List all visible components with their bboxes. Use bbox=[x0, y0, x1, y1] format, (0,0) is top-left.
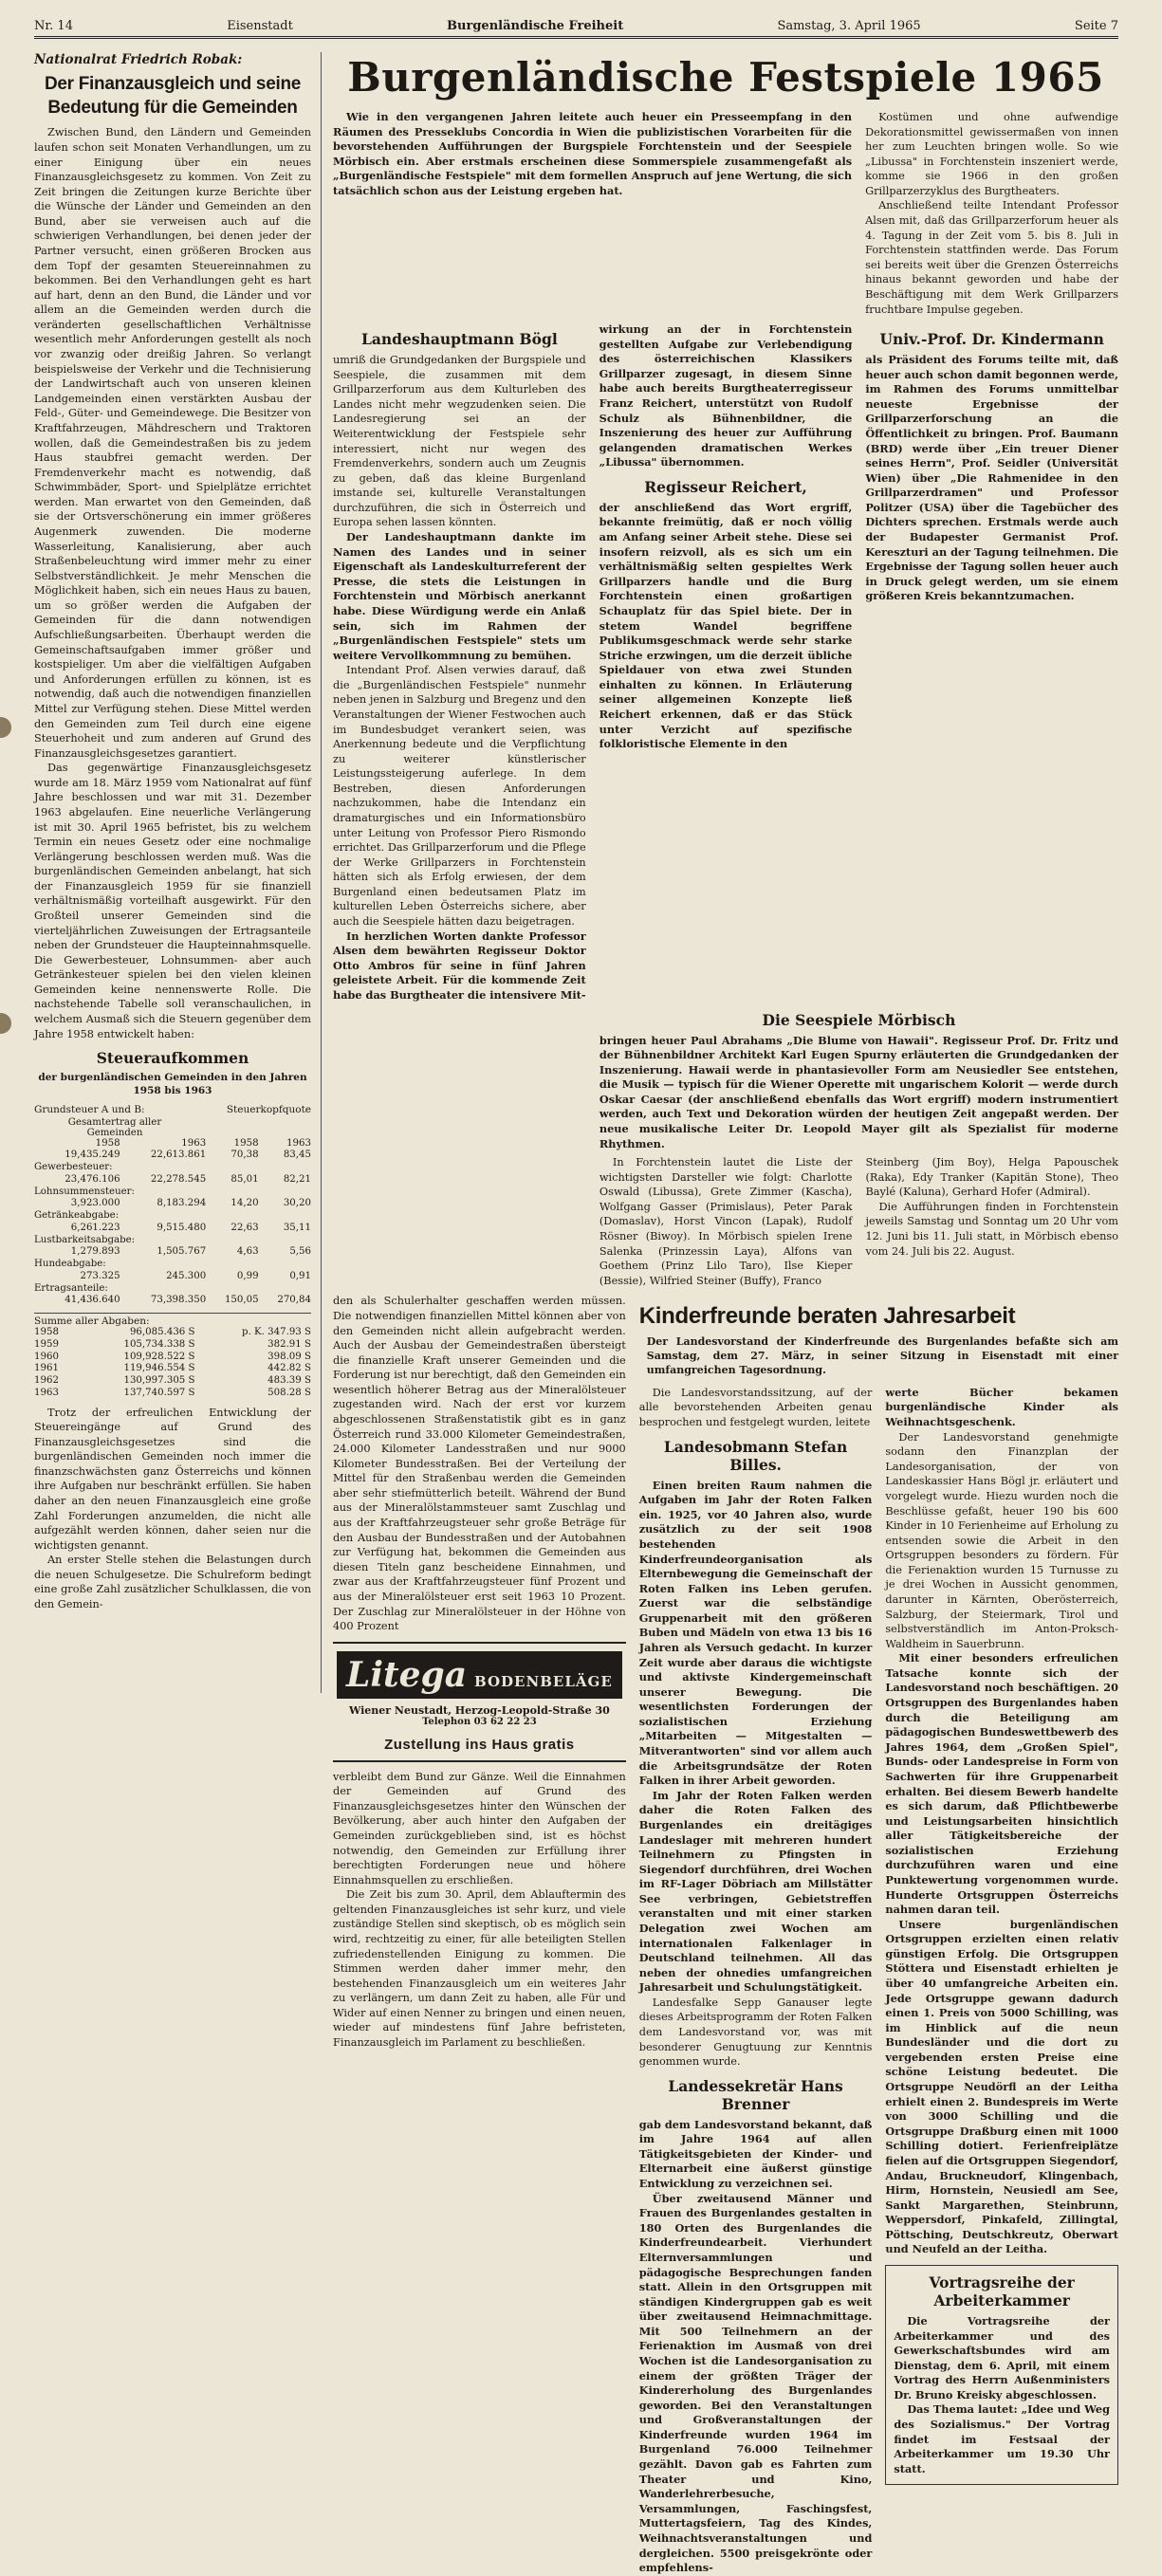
table-row-label: Ertragsanteile: bbox=[34, 1282, 108, 1294]
table-col-sub: Gesamtertrag aller Gemeinden bbox=[67, 1116, 162, 1138]
paragraph: bringen heuer Paul Abrahams „Die Blume von Hawaii". Regisseur Prof. Dr. Fritz und der Bühnenbildner Architekt Karl Eugen Spurny erläuterten die Grundgedanken der Inszenierung. Hawaii werde in phantasievoller Form am Neusiedler See entstehen, die Musik — typisch für die Wiener Operette mit ungarischem Kolorit — werde durch Oskar Caesar (der anschließend ebenfalls das Wort ergriff) modern instrumentiert werden, auch Text und Dekoration würden der heutigen Zeit angepaßt werden. Der neue musikalische Leiter Dr. Leopold Mayer gilt als Spezialist für moderne Rhythmen. bbox=[599, 1033, 1118, 1150]
table-row: 1959 105,734.338 S 382.91 S bbox=[34, 1338, 311, 1350]
paragraph: Trotz der erfreulichen Entwicklung der Steuereingänge auf Grund des Finanzausgleichsgesetzes sind die burgenländischen Gemeinden noch immer die finanzschwächsten ganz Österreichs und können ihre Aufgaben nur beschränkt erfüllen. Sie haben daher an den neuen Finanzausgleich eine große Zahl Forderungen anzumelden, die nicht alle aufgezählt werden können, daher seien nur die wichtigsten genannt. bbox=[34, 1406, 311, 1552]
paragraph: werte Bücher bekamen burgenländische Kinder als Weihnachtsgeschenk. bbox=[885, 1385, 1118, 1429]
paragraph: Das gegenwärtige Finanzausgleichsgesetz wurde am 18. März 1959 vom Nationalrat auf fünf Jahre beschlossen und war mit 31. Dezember 1963 abgelaufen. Eine neuerliche Verlängerung ist mit 30. April 1965 befristet, bis zu welchem Termin ein neues Gesetz oder eine nochmalige Verlängerung beschlossen werden muß. Was die burgenländischen Gemeinden anbelangt, hat sich der Finanzausgleich 1959 für sie finanziell verhältnismäßig vorteilhaft ausgewirkt. Für den Großteil unserer Gemeinden sind die vierteljährlichen Zuweisungen der Ertragsanteile neben der Grundsteuer die Haupteinnahmsquelle. Die Gewerbesteuer, Lohnsummen- aber auch Getränkesteuer spielen bei den vielen kleinen Gemeinden keine nennenswerte Rolle. Die nachstehende Tabelle soll veranschaulichen, in welchem Ausmaß sich die Steuern gegenüber dem Jahre 1958 entwickelt haben: bbox=[34, 762, 311, 1040]
table-header: Grundsteuer A und B: Steuerkopfquote bbox=[34, 1103, 311, 1115]
paper-name: Burgenländische Freiheit bbox=[447, 19, 624, 33]
table-year-row: 1958 1963 1958 1963 bbox=[95, 1137, 311, 1149]
paragraph: der anschließend das Wort ergriff, bekannte freimütig, daß er noch völlig am Anfang seiner Arbeit stehe. Diese sei insofern reizvoll, als es sich um ein verhältnismäßig selten gespieltes Werk Grillparzers handle und die Burg Forchtenstein einen großartigen Schauplatz für das Spiel biete. Der in stetem Wandel begriffene Publikumsgeschmack werde sehr starke Striche erzwingen, um die derzeit übliche Spieldauer von etwa zwei Stunden einhalten zu können. In Erläuterung seiner allgemeinen Konzepte ließ Reichert erkennen, daß er das Stück unter Verzicht auf spezifische folkloristische Elemente in den bbox=[599, 500, 853, 751]
table-row: 1963 137,740.597 S 508.28 S bbox=[34, 1387, 311, 1398]
right-area bbox=[333, 52, 1119, 2575]
byline: Nationalrat Friedrich Robak: bbox=[34, 52, 243, 67]
paragraph: An erster Stelle stehen die Belastungen durch die neuen Schulgesetze. Die Schulreform bedingt eine große Zahl zusätzlicher Schulklassen, die von den Gemein- bbox=[34, 1554, 311, 1611]
table-row: 1961 119,946.554 S 442.82 S bbox=[34, 1363, 311, 1374]
litega-logo: Litega BODENBELÄGE bbox=[337, 1651, 622, 1699]
paragraph: Mit einer besonders erfreulichen Tatsache konnte sich der Landesvorstand noch beschäftigen. 20 Ortsgruppen des Burgenlandes haben durch die Beteiligung am pädagogischen Bundeswettbewerb des Jahres 1964, dem „Großen Spiel", Bunds- oder Landespreise in Form von Sachwerten für ihre Gruppenarbeit erhalten. Bei diesem Bewerb handelte es sich darum, daß Pflichtbewerbe und Leistungsarbeiten hinsichtlich aller Tätigkeitsbereiche der sozialistischen Erziehung durchzuführen waren und eine Punktewertung vorgenommen wurde. Hunderte Ortsgruppen Österreichs nahmen daran teil. bbox=[885, 1651, 1118, 1917]
tax-table bbox=[34, 1138, 311, 1308]
table-title: Steueraufkommen bbox=[96, 1049, 249, 1068]
kinderfreunde-lead: Der Landesvorstand der Kinderfreunde des Burgenlandes befaßte sich am Samstag, dem 27. März, in seiner Sitzung in Eisenstadt mit einer umfangreichen Tagesordnung. bbox=[646, 1335, 1118, 1377]
vortragsreihe-box bbox=[885, 2265, 1118, 2485]
paragraph: Kostümen und ohne aufwendige Dekorationsmittel gewissermaßen von innen her zum Leuchten bringen wolle. So wie „Libussa" in Forchtenstein inszeniert werde, komme sie 1966 in den großen Grillparzerzyklus des Burgtheaters. bbox=[865, 111, 1118, 197]
paragraph: Einen breiten Raum nahmen die Aufgaben im Jahr der Roten Falken ein. 1925, vor 40 Jahren also, wurde zusätzlich zu der seit 1908 bestehenden Kinderfreundeorganisation als Elternbewegung die Gemeinschaft der Roten Falken ins Leben gerufen. Zuerst war die selbständige Gruppenarbeit mit den größeren Buben und Mädeln von etwa 13 bis 16 Jahren als Versuch gedacht. In kurzer Zeit wurde aber daraus die wichtigste und aktivste Kindergemeinschaft unserer Bewegung. Die wesentlichsten Forderungen der sozialistischen Erziehung „Mitarbeiten — Mitgestalten — Mitverantworten" sind vor allem auch die Arbeitsgrundsätze der Roten Falken in ihrer Arbeit geworden. bbox=[638, 1478, 873, 1788]
article-headline: Der Finanzausgleich und seine Bedeutung für die Gemeinden bbox=[44, 74, 302, 118]
paragraph: Die Vortragsreihe der Arbeiterkammer und des Gewerkschaftsbundes wird am Dienstag, dem 6. April, mit einem Vortrag des Herrn Außenministers Dr. Bruno Kreisky abgeschlossen. bbox=[894, 2314, 1110, 2401]
litega-ad[interactable] bbox=[333, 1642, 626, 1762]
ad-address: Wiener Neustadt, Herzog-Leopold-Straße 30 bbox=[348, 1703, 610, 1717]
table-row-label: Getränkeabgabe: bbox=[34, 1210, 120, 1221]
subhead-brenner: Landessekretär Hans Brenner bbox=[668, 2076, 843, 2113]
paragraph: Der Landesvorstand genehmigte sodann den Finanzplan der Landesorganisation, der von Landeskassier Hans Bögl jr. erläutert und vorgelegt wurde. Hiezu wurden noch die Beschlüsse gefaßt, heuer 190 bis 600 Kinder in 10 Ferienheime auf Erholung zu entsenden sowie die Arbeit in den Ortsgruppen besonders zu fördern. Für die Ferienaktion wurden 15 Turnusse zu je drei Wochen in Aussicht genommen, darunter in Kärnten, Oberösterreich, Salzburg, der Steiermark, Tirol und selbstverständlich im Anton-Proksch-Waldheim in Sauerbrunn. bbox=[885, 1430, 1118, 1650]
paragraph: den als Schulerhalter geschaffen werden müssen. Die notwendigen finanziellen Mittel können aber von den Gemeinden nicht allein aufgebracht werden. Auch der Ausbau der Gemeindestraßen übersteigt die finanzielle Kraft unserer Gemeinden und die Forderung ist nur berechtigt, daß den Gemeinden ein wesentlich höherer Betrag aus der Mineralölsteuer zugestanden wird. Nach der erst vor kurzem abgeschlossenen Straßenstatistik gibt es in ganz Österreich rund 33.000 Kilometer Gemeindestraßen, 24.000 Kilometer Landesstraßen und nur 9000 Kilometer Bundesstraßen. Bei der Verteilung der Mittel für den Straßenbau werden die Gemeinden aber sehr stiefmütterlich beteilt. Während der Bund aus der Mineralölstammsteuer samt Zuschlag und aus der Kraftfahrzeugsteuer sehr große Beträge für den Ausbau der Bundesstraßen und der Autobahnen zur Verfügung hat, bekommen die Gemeinden aus diesen Titeln ganz bescheidene Einnahmen, und zwar aus der Kraftfahrzeugsteuer fünf Prozent und aus der Mineralölsteuer erst seit 1963 10 Prozent. Der Zuschlag zur Mineralölsteuer in der Höhne von 400 Prozent bbox=[333, 1295, 626, 1633]
table-row: 1958 96,085.436 S p. K. 347.93 S bbox=[34, 1327, 311, 1337]
ad-delivery: Zustellung ins Haus gratis bbox=[384, 1736, 575, 1753]
punch-hole bbox=[0, 717, 11, 738]
table-row: 6,261.223 9,515.480 22,63 35,11 bbox=[70, 1222, 311, 1233]
table-row: 3,923.000 8,183.294 14,20 30,20 bbox=[70, 1198, 311, 1209]
paragraph: Landesfalke Sepp Ganauser legte dieses Arbeitsprogramm der Roten Falken dem Landesvorstand vor, was mit besonderer Genugtuung zur Kenntnis genommen wurde. bbox=[638, 1996, 873, 2069]
table-row: 273.325 245.300 0,99 0,91 bbox=[80, 1270, 311, 1281]
paragraph: Im Jahr der Roten Falken werden daher die Roten Falken des Burgenlandes ein dreitägiges Landeslager mit mehreren hundert Teilnehmern zu Pfingsten in Siegendorf durchführen, drei Wochen im RF-Lager Döbriach am Millstätter See verbringen, Gebietstreffen veranstalten und mit einer starken Delegation zwei Wochen am internationalen Falkenlager in Deutschland teilnehmen. All das neben der ohnedies umfangreichen Jahresarbeit und Schulungstätigkeit. bbox=[638, 1788, 873, 1995]
table-row-label: Lustbarkeitsabgabe: bbox=[34, 1234, 136, 1245]
masthead bbox=[34, 19, 1118, 39]
paragraph: wirkung an der in Forchtenstein gestellten Aufgabe zur Verlebendigung des österreichischen Klassikers Grillparzer zugesagt, in diesem Sinne habe auch bereits Burgtheaterregisseur Franz Reichert, unterstützt von Rudolf Schulz als Bühnenbildner, die Inszenierung des heuer zur Aufführung gelangenden dramatischen Werkes „Libussa" übernommen. bbox=[599, 322, 853, 469]
paragraph: umriß die Grundgedanken der Burgspiele und Seespiele, die zusammen mit dem Grillparzerforum aus dem Kulturleben des Landes nicht mehr wegzudenken seien. Die Landesregierung sei an der Weiterentwicklung der Festspiele sehr interessiert, nicht nur wegen des Fremdenverkehrs, sondern auch um Zeugnis zu geben, daß das kleine Burgenland imstande sei, kulturelle Veranstaltungen durchzuführen, die sich in Österreich und Europa sehen lassen könnten. bbox=[333, 354, 586, 529]
table-row-label: Gewerbesteuer: bbox=[34, 1162, 113, 1172]
subhead-kindermann: Univ.-Prof. Dr. Kindermann bbox=[879, 330, 1104, 349]
subhead-seespiele: Die Seespiele Mörbisch bbox=[762, 1010, 956, 1029]
paragraph: Unsere burgenländischen Ortsgruppen erzielten einen relativ günstigen Erfolg. Die Ortsgruppen Stöttera und Eisenstadt erhielten je über 40 umfangreiche Arbeiten ein. Jede Ortsgruppe gewann dadurch einen 1. Preis von 5000 Schilling, was im Hinblick auf die neun Bundesländer und die dort zu vergebenden ersten Preise eine schöne Leistung bedeutet. Die Ortsgruppe Neudörfl an der Leitha erhielt einen 2. Bundespreis im Werte von 3000 Schilling und die Ortsgruppe Draßburg einen mit 1000 Schilling dotiert. Ferienfreiplätze fielen auf die Ortsgruppen Siegendorf, Andau, Bruckneudorf, Klingenbach, Hirm, Hornstein, Neusiedl am See, Sankt Margarethen, Steinbrunn, Weppersdorf, Pinkafeld, Zillingtal, Pöttsching, Deutschkreutz, Oberwart und Neufeld an der Leitha. bbox=[885, 1917, 1118, 2256]
paragraph: Intendant Prof. Alsen verwies darauf, daß die „Burgenländischen Festspiele" nunmehr neben jenen in Salzburg und Bregenz und den Veranstaltungen der Wiener Festwochen auch im Bundesbudget verankert seien, was Anerkennung bedeute und die Verpflichtung zu weiterer künstlerischer Leistungssteigerung auferlege. In dem Bestreben, diesen Anforderungen nachzukommen, habe die Intendanz ein dramaturgisches und ein Informationsbüro unter Leitung von Professor Piero Rismondo errichtet. Das Grillparzerforum und die Pflege der Werke Grillparzers in Forchtenstein hätten sich als Erfolg erwiesen, der dem Burgenland einen bedeutsamen Platz im kulturellen Leben Österreichs sichere, aber auch die Seespiele hätten dazu beigetragen. bbox=[333, 664, 586, 929]
ad-phone: Telephon 03 62 22 23 bbox=[422, 1716, 537, 1727]
paragraph: als Präsident des Forums teilte mit, daß heuer auch schon damit begonnen werde, im Rahmen des Forums unmittelbar neueste Ergebnisse der Grillparzerforschung an die Öffentlichkeit zu bringen. Prof. Baumann (BRD) werde über „Ein treuer Diener seines Herrn", Prof. Seidler (Universität Wien) über „Die Rahmenidee in den Grillparzerdramen" und Professor Politzer (USA) über die Tagebücher des Dichters sprechen. Erstmals werde auch der Budapester Germanist Prof. Kereszturi an der Tagung teilnehmen. Die Ergebnisse der Tagung sollen heuer auch in Druck gelegt werden, um sie einem größeren Kreis bekanntzumachen. bbox=[865, 353, 1119, 603]
paragraph: Anschließend teilte Intendant Professor Alsen mit, daß das Grillparzerforum heuer als 4. Tagung in der Zeit vom 5. bis 8. Juli in Forchtenstein stattfinden werde. Das Forum sei bereits weit über die Grenzen Österreichs hinaus bekannt geworden und habe der Beschäftigung mit dem Werk Grillparzers fruchtbare Impulse gegeben. bbox=[865, 199, 1118, 316]
table-row: 1960 109,928.522 S 398.09 S bbox=[34, 1351, 311, 1362]
sum-table bbox=[34, 1327, 311, 1400]
paragraph: verbleibt dem Bund zur Gänze. Weil die Einnahmen der Gemeinden auf Grund des Finanzausgleichsgesetzes hinter den Wünschen der Bevölkerung, aber auch hinter den Aufgaben der Gemeinden zurückgeblieben sind, ist es höchst notwendig, den Gemeinden zur Erfüllung ihrer berechtigten Forderungen neue und höhere Einnahmsquellen zu erschließen. bbox=[333, 1770, 626, 1886]
subhead-boegl: Landeshauptmann Bögl bbox=[360, 330, 558, 349]
table-row: 1,279.893 1,505.767 4,63 5,56 bbox=[70, 1246, 311, 1258]
table-row-label: Hundeabgabe: bbox=[34, 1259, 106, 1269]
paragraph: Die Zeit bis zum 30. April, dem Ablauftermin des geltenden Finanzausgleiches ist sehr kurz, und viele zuständige Stellen sind skeptisch, ob es möglich sein wird, rechtzeitig zu einer, für alle beteiligten Stellen zufriedenstellenden Einigung zu kommen. Die Stimmen werden daher immer mehr, den bestehenden Finanzausgleich um ein weiteres Jahr zu verlängern, um dann Zeit zu haben, alle Für und Wider auf einen Nenner zu bringen und einen neuen, wieder auf mindestens fünf Jahre befristeten, Finanzausgleich im Parlament zu beschließen. bbox=[333, 1888, 626, 2050]
issue-date: Samstag, 3. April 1965 bbox=[777, 19, 921, 33]
paragraph: Der Landeshauptmann dankte im Namen des Landes und in seiner Eigenschaft als Landeskulturreferent der Presse, die stets die Leistungen in Forchtenstein und Mörbisch anerkannt habe. Diese Würdigung werde ein Anlaß sein, sich im Rahmen der „Burgenländischen Festspiele" stets um weitere Vervollkommnung zu bemühen. bbox=[333, 530, 586, 662]
paragraph: Die Aufführungen finden in Forchtenstein jeweils Samstag und Sonntag um 20 Uhr vom 12. Juni bis 11. Juli statt, in Mörbisch ebenso vom 24. Juli bis 22. August. bbox=[865, 1200, 1119, 1258]
table-row: 41,436.640 73,398.350 150,05 270,84 bbox=[65, 1295, 311, 1306]
page-number: Seite 7 bbox=[1074, 19, 1118, 33]
paragraph: Zwischen Bund, den Ländern und Gemeinden laufen schon seit Monaten Verhandlungen, um zu einer Einigung über ein neues Finanzausgleichsgesetz zu kommen. Von Zeit zu Zeit bringen die Zeitungen kurze Berichte über die Wünsche der Länder und Gemeinden an den Bund, aber sie verweisen auch auf die schwierigen Verhandlungen, bei denen jeder der Partner versucht, einen größeren Brocken aus dem Topf der gesamten Steuereinnahmen zu bekommen. Bei den Verhandlungen geht es hart auf hart, denn an den Bund, die Länder und vor allem an die Gemeinden werden durch die veränderten gesellschaftlichen Verhältnisse wesentlich mehr Anforderungen gestellt als noch vor zwanzig oder dreißig Jahren. So verlangt beispielsweise der Verkehr und die Technisierung der Landwirtschaft auch von unseren kleinen Landgemeinden einen verstärkten Ausbau der Feld-, Güter- und Gemeindewege. Die Besitzer von Kraftfahrzeugen, Mähdreschern und Traktoren wollen, daß die Gemeindestraßen bis zu jedem Haus staubfrei gemacht werden. Der Fremdenverkehr macht es notwendig, daß Schwimmbäder, Sport- und Spielplätze errichtet werden. Man erwartet von den Gemeinden, daß sie der Ortsverschönerung ein immer größeres Augenmerk zuwenden. Die moderne Wasserleitung, Kanalisierung, aber auch Straßenbeleuchtung wird immer mehr zu einer Selbstverständlichkeit. Je mehr Menschen die Möglichkeit haben, sich ein neues Haus zu bauen, um so größer werden die Aufgaben der Gemeinden für die dann notwendigen Aufschließungsarbeiten. Überhaupt werden die Gemeinschaftsaufgaben immer größer und kostspieliger. Um aber die vielfältigen Aufgaben und Anforderungen erfüllen zu können, ist es notwendig, daß auch die notwendigen finanziellen Mittel zur Verfügung stehen. Diese Mittel werden den Gemeinden zum Teil durch eine eigene Steuerhoheit und zum anderen auf Grund des Finanzausgleichsgesetzes garantiert. bbox=[34, 126, 311, 760]
paragraph: In Forchtenstein lautet die Liste der wichtigsten Darsteller wie folgt: Charlotte Oswald (Libussa), Grete Zimmer (Kascha), Wolfgang Gasser (Primislaus), Peter Parak (Domaslav), Horst Vincon (Lapak), Rudolf Rösner (Biwoy). In Mörbisch spielen Irene Salenka (Prinzessin Laya), Alfons van Goethem (Prinz Lilo Taro), Ilse Kieper (Bessie), Wilfried Steiner (Buffy), Franco bbox=[599, 1156, 853, 1287]
table-row-label: Lohnsummensteuer: bbox=[34, 1186, 135, 1197]
paragraph: In herzlichen Worten dankte Professor Alsen dem bewährten Regisseur Doktor Otto Ambros für seine in fünf Jahren geleistete Arbeit. Für die kommende Zeit habe das Burgtheater die intensivere Mit- bbox=[333, 929, 586, 1002]
paragraph: Das Thema lautet: „Idee und Weg des Sozialismus." Der Vortrag findet im Festsaal der Arbeiterkammer um 19.30 Uhr statt. bbox=[894, 2402, 1110, 2475]
paragraph: gab dem Landesvorstand bekannt, daß im Jahre 1964 auf allen Tätigkeitsgebieten der Kinder- und Elternarbeit eine äußerst günstige Entwicklung zu verzeichnen sei. bbox=[638, 2117, 873, 2191]
city: Eisenstadt bbox=[227, 19, 293, 33]
festspiele-headline: Burgenländische Festspiele 1965 bbox=[347, 54, 1104, 101]
festspiele-intro: Wie in den vergangenen Jahren leitete auch heuer ein Presseempfang in den Räumen des Presseklubs Concordia in Wien die publizistischen Vorarbeiten für die bevorstehenden Aufführungen der Burgspiele Forchtenstein und der Seespiele Mörbisch ein. Aber erstmals erscheinen diese Sommerspiele zusammengefaßt als „Burgenländische Festspiele" mit dem formellen Anspruch auf jene Wertung, die sich tatsächlich schon aus der Leistung ergeben hat. bbox=[333, 110, 853, 197]
issue-number: Nr. 14 bbox=[34, 19, 73, 33]
box-title: Vortragsreihe der Arbeiterkammer bbox=[929, 2273, 1075, 2309]
kinderfreunde-headline: Kinderfreunde beraten Jahresarbeit bbox=[638, 1303, 1016, 1330]
table-row: 19,435.249 22,613.861 70,38 83,45 bbox=[65, 1150, 311, 1161]
table-subtitle: der burgenländischen Gemeinden in den Jahren 1958 bis 1963 bbox=[38, 1072, 307, 1096]
table-row: 1962 130,997.305 S 483.39 S bbox=[34, 1375, 311, 1386]
sum-heading: Summe aller Abgaben: bbox=[34, 1313, 311, 1327]
punch-hole bbox=[0, 1013, 11, 1034]
finanzausgleich-article bbox=[34, 52, 322, 1693]
subhead-billes: Landesobmann Stefan Billes. bbox=[663, 1437, 848, 1474]
subhead-reichert: Regisseur Reichert, bbox=[644, 477, 807, 496]
table-row: 23,476.106 22,278.545 85,01 82,21 bbox=[65, 1173, 311, 1185]
paragraph: Die Landesvorstandssitzung, auf der alle bevorstehenden Arbeiten genau besprochen und festgelegt wurden, leitete bbox=[638, 1386, 873, 1429]
paragraph: Steinberg (Jim Boy), Helga Papouschek (Raka), Edy Tranker (Kapitän Stone), Theo Baylé (Kaluna), Gerhard Hofer (Admiral). bbox=[865, 1156, 1119, 1199]
paragraph: Über zweitausend Männer und Frauen des Burgenlandes gestalten in 180 Orten des Burgenlandes die Kinderfreundearbeit. Vierhundert Elternversammlungen und pädagogische Besprechungen fanden statt. Allein in den Ortsgruppen mit ständigen Kindergruppen gab es weit über zweitausend Heimnachmittage. Mit 500 Teilnehmern an der Ferienaktion im Ausmaß von drei Wochen ist die Landesorganisation zu einem der größten Träger der Kindererholung des Burgenlandes geworden. Bei den Veranstaltungen und Großveranstaltungen der Kinderfreunde wurden 1964 im Burgenland 76.000 Teilnehmer gezählt. Davon gab es Fahrten zum Theater und Kino, Wanderlehrerbesuche, Versammlungen, Faschingsfest, Muttertagsfeiern, Tag des Kindes, Weihnachtsveranstaltungen und dergleichen. 5500 preisgekrönte oder empfehlens- bbox=[638, 2191, 873, 2575]
